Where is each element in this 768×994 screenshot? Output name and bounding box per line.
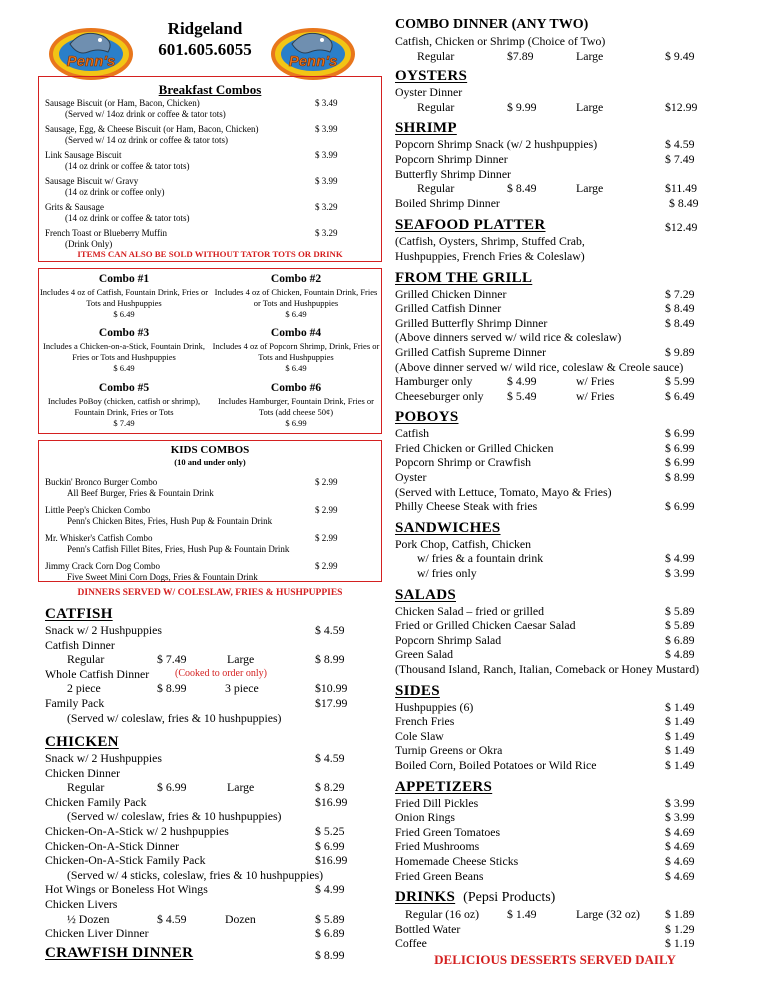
breakfast-item: Grits & Sausage (14 oz drink or coffee & tator tots) $ 3.29 [45,202,338,223]
store-header [130,18,280,60]
kids-item: Jimmy Crack Corn Dog Combo Five Sweet Mini Corn Dogs, Fries & Fountain Drink $ 2.99 [45,561,338,582]
catfish-section: CATFISH Snack w/ 2 Hushpuppies $ 4.59 Catfish Dinner Regular $ 7.49 Large $ 8.99 Whole Catfish Dinner (Cooked to order only) 2 piece $ 8.99 3 piece $10.99 Family Pack $17.99 (Served w/ coleslaw, fries & 10 hushpuppies) [45,606,353,725]
salads-section: SALADS Chicken Salad – fried or grilled $ 5.89 Fried or Grilled Chicken Caesar Salad $ 5.89 Popcorn Shrimp Salad $ 6.89 Green Salad $ 4.89 (Thousand Island, Ranch, Italian, Comeback or Honey Mustard) [395,586,735,677]
numbered-combos-box [38,268,382,434]
dinners-note: DINNERS SERVED W/ COLESLAW, FRIES & HUSHPUPPIES [77,588,343,598]
shrimp-section: SHRIMP Popcorn Shrimp Snack (w/ 2 hushpuppies) $ 4.59 Popcorn Shrimp Dinner $ 7.49 Butterfly Shrimp Dinner Regular $ 8.49 Large $11.49 Boiled Shrimp Dinner $ 8.49 [395,119,735,210]
salads-title: SALADS [395,586,456,603]
platter-price: $12.49 [665,220,698,235]
breakfast-title: Breakfast Combos [158,82,262,97]
sides-section: SIDES Hushpuppies (6) $ 1.49 French Fries $ 1.49 Cole Slaw $ 1.49 Turnip Greens or Okra $ 1.49 Boiled Corn, Boiled Potatoes or Wild Rice $ 1.49 [395,682,735,773]
poboys-section: POBOYS Catfish $ 6.99 Fried Chicken or Grilled Chicken $ 6.99 Popcorn Shrimp or Crawfish $ 6.99 Oyster $ 8.99 (Served with Lettuce, Tomato, Mayo & Fries) Philly Cheese Steak with fries $ 6.99 [395,408,735,514]
platter-title: SEAFOOD PLATTER [395,217,546,234]
kids-combos-box [38,440,382,582]
sides-title: SIDES [395,682,440,699]
appetizers-section: APPETIZERS Fried Dill Pickles $ 3.99 Onion Rings $ 3.99 Fried Green Tomatoes $ 4.69 Fried Mushrooms $ 4.69 Homemade Cheese Sticks $ 4.69 Fried Green Beans $ 4.69 [395,778,735,884]
desserts-banner: DELICIOUS DESSERTS SERVED DAILY [434,952,676,967]
oysters-section: OYSTERS Oyster Dinner Regular $ 9.99 Large $12.99 [395,67,735,114]
sandwiches-title: SANDWICHES [395,519,501,536]
breakfast-item: Sausage Biscuit (or Ham, Bacon, Chicken) (Served w/ 14oz drink or coffee & tator tots) $ 3.49 [45,98,338,119]
breakfast-item: Sausage, Egg, & Cheese Biscuit (or Ham, Bacon, Chicken) (Served w/ 14 oz drink or coffee & tator tots) $ 3.99 [45,124,338,145]
kids-subtitle: (10 and under only) [174,457,246,467]
breakfast-item: Sausage Biscuit w/ Gravy (14 oz drink or coffee only) $ 3.99 [45,176,338,197]
breakfast-combos-box [38,76,382,262]
combo-3: Combo #3 Includes a Chicken-on-a-Stick, Fountain Drink, Fries or Tots and Hushpuppies $ 6.49 [43,327,205,373]
drinks-section: DRINKS (Pepsi Products) Regular (16 oz) $ 1.49 Large (32 oz) $ 1.89 Bottled Water $ 1.29 Coffee $ 1.19 [395,889,695,951]
penns-logo-left [48,22,134,80]
catfish-title: CATFISH [45,606,113,622]
combo-4: Combo #4 Includes 4 oz of Popcorn Shrimp, Drink, Fries or Tots and Hushpuppies $ 6.49 [212,327,380,373]
store-name: Ridgeland [167,19,243,38]
breakfast-item: French Toast or Blueberry Muffin (Drink Only) $ 3.29 [45,228,338,249]
appetizers-title: APPETIZERS [395,778,493,795]
oysters-title: OYSTERS [395,68,468,85]
crawfish-section [45,945,353,965]
shrimp-title: SHRIMP [395,120,457,137]
right-column [395,16,735,951]
drinks-subtitle: (Pepsi Products) [463,890,556,906]
combo-dinner-title: COMBO DINNER (ANY TWO) [395,17,589,32]
sandwiches-section: SANDWICHES Pork Chop, Catfish, Chicken w/ fries & a fountain drink $ 4.99 w/ fries only $ 3.99 [395,519,735,581]
seafood-platter-section: SEAFOOD PLATTER $12.49 (Catfish, Oysters, Shrimp, Stuffed Crab, Hushpuppies, French Fries & Coleslaw) [395,216,735,263]
drinks-title: DRINKS [395,889,456,906]
breakfast-footnote: ITEMS CAN ALSO BE SOLD WITHOUT TATOR TOTS OR DRINK [77,249,343,259]
combo-dinner-section: COMBO DINNER (ANY TWO) Catfish, Chicken or Shrimp (Choice of Two) Regular $7.89 Large $ 9.49 [395,16,735,63]
breakfast-item: Link Sausage Biscuit (14 oz drink or coffee & tator tots) $ 3.99 [45,150,338,171]
kids-item: Little Peep's Chicken Combo Penn's Chicken Bites, Fries, Hush Pup & Fountain Drink $ 2.99 [45,505,338,526]
kids-title: KIDS COMBOS [170,444,250,456]
store-phone: 601.605.6055 [158,40,252,59]
grill-section: FROM THE GRILL Grilled Chicken Dinner $ 7.29 Grilled Catfish Dinner $ 8.49 Grilled Butterfly Shrimp Dinner $ 8.49 (Above dinners served w/ wild rice & coleslaw) Grilled Catfish Supreme Dinner $ 9.89 (Above dinner served w/ wild rice, coleslaw & Creole sauce) Hamburger only $ 4.99 w/ Fries $ 5.99 Cheeseburger only $ 5.49 w/ Fries $ 6.49 [395,269,735,404]
kids-item: Buckin' Bronco Burger Combo All Beef Burger, Fries & Fountain Drink $ 2.99 [45,477,338,498]
kids-item: Mr. Whisker's Catfish Combo Penn's Catfish Fillet Bites, Fries, Hush Pup & Fountain Drink $ 2.99 [45,533,338,554]
combo-1: Combo #1 Includes 4 oz of Catfish, Fountain Drink, Fries or Tots and Hushpuppies $ 6.49 [39,273,209,319]
chicken-title: CHICKEN [45,734,119,750]
grill-title: FROM THE GRILL [395,269,533,286]
poboys-title: POBOYS [395,409,459,426]
crawfish-price: $ 8.99 [315,948,345,962]
penns-logo-right [270,22,356,80]
combo-2: Combo #2 Includes 4 oz of Chicken, Fountain Drink, Fries or Tots and Hushpuppies $ 6.49 [214,273,378,319]
combo-5: Combo #5 Includes PoBoy (chicken, catfish or shrimp), Fountain Drink, Fries or Tots $ 7.49 [47,382,201,428]
svg-text:Penn's: Penn's [66,53,116,70]
chicken-section: CHICKEN Snack w/ 2 Hushpuppies $ 4.59 Chicken Dinner Regular $ 6.99 Large $ 8.29 Chicken Family Pack $16.99 (Served w/ coleslaw, fries & 10 hushpuppies) Chicken-On-A-Stick w/ 2 hushpuppies $ 5.25 Chicken-On-A-Stick Dinner $ 6.99 Chicken-On-A-Stick Family Pack $16.99 (Served w/ 4 sticks, coleslaw, fries & 10 hushpuppies) Hot Wings or Boneless Hot Wings $ 4.99 Chicken Livers ½ Dozen $ 4.59 Dozen $ 5.89 Chicken Liver Dinner $ 6.89 [45,734,353,941]
svg-text:Penn's: Penn's [288,53,338,70]
crawfish-title: CRAWFISH DINNER [45,945,194,961]
combo-6: Combo #6 Includes Hamburger, Fountain Drink, Fries or Tots (add cheese 50¢) $ 6.99 [217,382,375,428]
